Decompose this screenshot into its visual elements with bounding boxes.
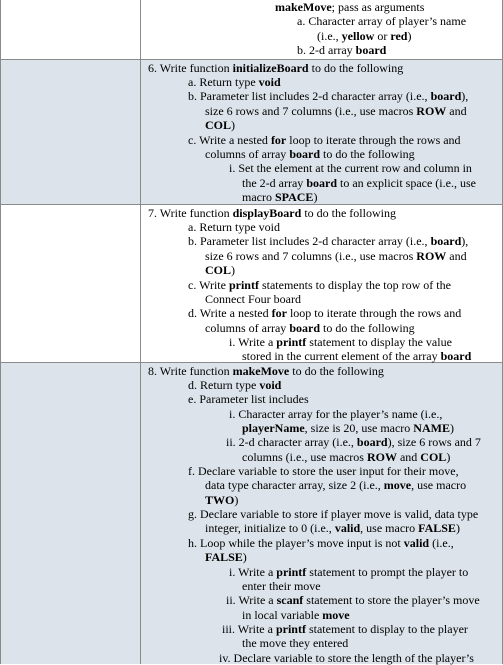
text-line: integer, initialize to 0 (i.e., valid, use macro FALSE) — [205, 521, 460, 535]
text-line: g. Declare variable to store if player move is valid, data type — [188, 507, 479, 521]
text-line: columns (i.e., use macros ROW and COL) — [242, 450, 451, 464]
table-cell-left — [0, 0, 141, 59]
text-line: a. Character array of player’s name — [297, 14, 467, 28]
text-line: macro SPACE) — [242, 190, 318, 204]
text-line: f. Declare variable to store the user input for their move, — [188, 464, 459, 478]
text-line: COL) — [205, 263, 236, 277]
table-cell-left — [0, 204, 141, 362]
text-line: COL) — [205, 118, 236, 132]
text-line: i. Write a printf statement to prompt the player to — [229, 565, 469, 579]
text-line: Connect Four board — [205, 292, 301, 306]
text-line: 6. Write function initializeBoard to do the following — [148, 61, 404, 75]
text-line: b. Parameter list includes 2-d character array (i.e., board), — [188, 234, 469, 248]
text-line: the move they entered — [242, 636, 349, 650]
text-line: e. Parameter list includes — [188, 392, 309, 406]
text-line: size 6 rows and 7 columns (i.e., use macros ROW and — [205, 104, 467, 118]
row-divider — [0, 204, 503, 205]
table-cell-left — [0, 59, 141, 204]
text-line: a. Return type void — [188, 220, 280, 234]
text-line: c. Write a nested for loop to iterate through the rows and — [188, 133, 461, 147]
text-line: b. Parameter list includes 2-d character array (i.e., board), — [188, 89, 469, 103]
table-cell-left — [0, 362, 141, 664]
text-line: size 6 rows and 7 columns (i.e., use macros ROW and — [205, 249, 467, 263]
text-line: i. Write a printf statement to display the value — [229, 335, 452, 349]
row-divider — [0, 59, 503, 60]
text-line: h. Loop while the player’s move input is not valid (i.e., — [188, 536, 454, 550]
text-line: FALSE) — [205, 550, 247, 564]
text-line: 8. Write function makeMove to do the following — [148, 364, 384, 378]
text-line: 7. Write function displayBoard to do the following — [148, 206, 396, 220]
text-line: b. 2-d array board — [297, 43, 387, 57]
text-line: ii. Write a scanf statement to store the player’s move — [226, 593, 480, 607]
text-line: a. Return type void — [188, 75, 281, 89]
text-line: d. Write a nested for loop to iterate through the rows and — [188, 306, 462, 320]
text-line: columns of array board to do the following — [205, 147, 415, 161]
text-line: data type character array, size 2 (i.e., move, use macro — [205, 478, 467, 492]
text-line: playerName, size is 20, use macro NAME) — [242, 421, 454, 435]
text-line: TWO) — [205, 493, 239, 507]
text-line: in local variable move — [242, 608, 350, 622]
text-line: i. Character array for the player’s name (i.e., — [229, 407, 443, 421]
text-line: iv. Declare variable to store the length of the player’s — [219, 651, 474, 665]
text-line: enter their move — [242, 579, 321, 593]
text-line: c. Write printf statements to display the top row of the — [188, 278, 451, 292]
text-line: d. Return type void — [188, 378, 282, 392]
text-line: columns of array board to do the following — [205, 321, 415, 335]
text-line: ii. 2-d character array (i.e., board), size 6 rows and 7 — [226, 435, 481, 449]
text-line: makeMove; pass as arguments — [275, 0, 425, 14]
text-line: iii. Write a printf statement to display to the player — [222, 622, 468, 636]
text-line: stored in the current element of the array board — [242, 349, 472, 363]
text-line: i. Set the element at the current row and column in — [229, 161, 472, 175]
table-row-prev — [0, 0, 503, 59]
text-line: (i.e., yellow or red) — [317, 29, 412, 43]
text-line: the 2-d array board to an explicit space (i.e., use — [242, 176, 476, 190]
